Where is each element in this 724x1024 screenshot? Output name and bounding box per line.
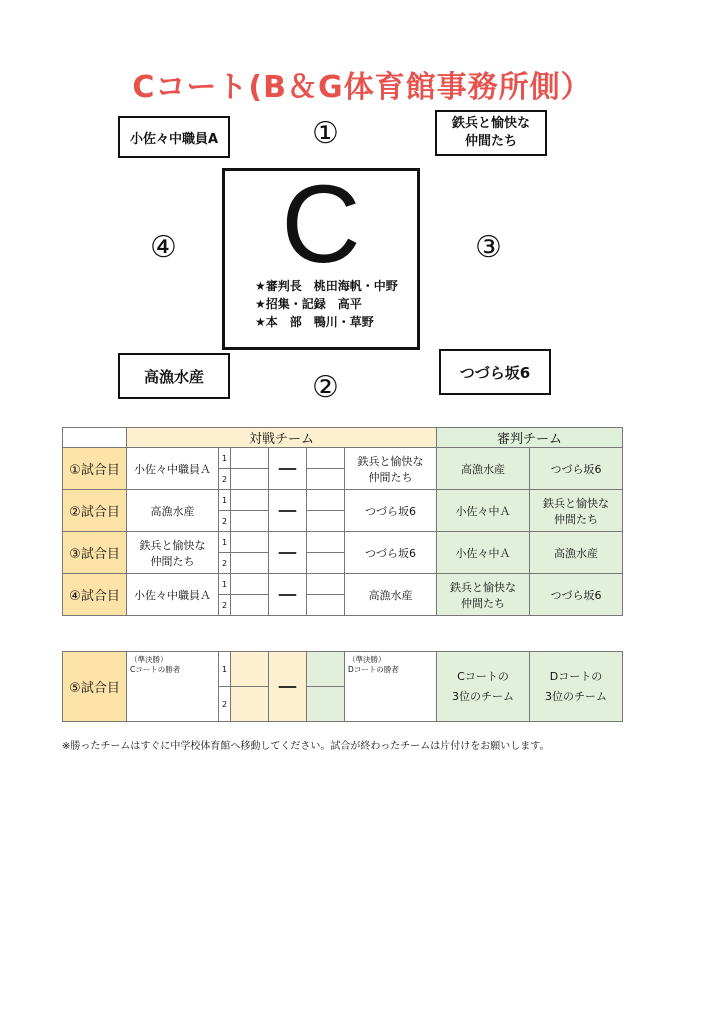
set-number: 2 — [219, 687, 231, 722]
team-a-slot — [127, 652, 219, 722]
score-cell — [231, 490, 269, 511]
team-b: つづら坂6 — [345, 490, 437, 532]
set-number: 1 — [219, 448, 231, 469]
score-cell — [307, 490, 345, 511]
team-box-top-left — [118, 116, 230, 158]
team-b: 高漁水産 — [345, 574, 437, 616]
score-cell — [231, 574, 269, 595]
referee-team: 鉄兵と愉快な 仲間たち — [530, 490, 623, 532]
team-name-line1: 鉄兵と愉快な — [451, 116, 530, 131]
position-2-number: ② — [312, 370, 339, 405]
team-name: つづら坂6 — [459, 363, 531, 382]
score-cell — [231, 595, 269, 616]
score-cell — [307, 532, 345, 553]
referee-team: Dコートの 3位のチーム — [530, 652, 623, 722]
referee-team: Cコートの 3位のチーム — [437, 652, 530, 722]
slot-tag: （準決勝） — [130, 655, 168, 664]
set-number: 1 — [219, 490, 231, 511]
score-cell — [231, 511, 269, 532]
match-label: ①試合目 — [63, 448, 127, 490]
schedule-table — [62, 427, 623, 616]
versus-dash: － — [269, 652, 307, 722]
header-match-teams: 対戦チーム — [127, 428, 437, 448]
staff-line: ★本 部 鴨川・草野 — [255, 315, 374, 329]
team-b: つづら坂6 — [345, 532, 437, 574]
position-3-number: ③ — [475, 230, 502, 265]
versus-dash: － — [269, 574, 307, 616]
table-row — [63, 532, 623, 553]
slot-tag: （準決勝） — [348, 655, 386, 664]
table-row — [63, 448, 623, 469]
position-4-number: ④ — [150, 230, 177, 265]
set-number: 2 — [219, 511, 231, 532]
court-c — [222, 163, 420, 350]
score-cell — [307, 595, 345, 616]
slot-text: Dコートの勝者 — [348, 665, 399, 674]
team-name: 小佐々中職員A — [129, 131, 219, 147]
final-match-table — [62, 651, 623, 722]
table-row — [63, 490, 623, 511]
set-number: 1 — [219, 532, 231, 553]
set-number: 2 — [219, 469, 231, 490]
versus-dash: － — [269, 448, 307, 490]
match-label: ③試合目 — [63, 532, 127, 574]
score-cell — [307, 652, 345, 687]
set-number: 2 — [219, 595, 231, 616]
team-name: 高漁水産 — [143, 367, 204, 386]
team-box-bottom-left — [118, 353, 230, 399]
score-cell — [307, 553, 345, 574]
referee-team: つづら坂6 — [530, 448, 623, 490]
match-label: ②試合目 — [63, 490, 127, 532]
team-a: 小佐々中職員Ａ — [127, 574, 219, 616]
team-a: 鉄兵と愉快な 仲間たち — [127, 532, 219, 574]
match-label: ⑤試合目 — [63, 652, 127, 722]
score-cell — [307, 574, 345, 595]
header-corner — [63, 428, 127, 448]
score-cell — [231, 448, 269, 469]
team-a: 小佐々中職員Ａ — [127, 448, 219, 490]
score-cell — [307, 511, 345, 532]
table-row — [63, 574, 623, 595]
versus-dash: － — [269, 532, 307, 574]
team-box-bottom-right — [439, 349, 551, 395]
team-b: 鉄兵と愉快な 仲間たち — [345, 448, 437, 490]
score-cell — [231, 532, 269, 553]
score-cell — [307, 687, 345, 722]
team-a: 高漁水産 — [127, 490, 219, 532]
score-cell — [307, 469, 345, 490]
court-staff-list — [255, 277, 398, 331]
score-cell — [231, 469, 269, 490]
score-cell — [231, 553, 269, 574]
set-number: 2 — [219, 553, 231, 574]
header-referee-teams: 審判チーム — [437, 428, 623, 448]
slot-text: Cコートの勝者 — [130, 665, 181, 674]
staff-line: ★招集・記録 高平 — [255, 297, 362, 311]
referee-team: 小佐々中Ａ — [437, 490, 530, 532]
court-letter: C — [281, 163, 361, 286]
team-b-slot — [345, 652, 437, 722]
set-number: 1 — [219, 652, 231, 687]
versus-dash: － — [269, 490, 307, 532]
team-name-line2: 仲間たち — [464, 134, 517, 149]
referee-team: 小佐々中Ａ — [437, 532, 530, 574]
score-cell — [307, 448, 345, 469]
referee-team: 高漁水産 — [437, 448, 530, 490]
staff-line: ★審判長 桃田海帆・中野 — [255, 279, 398, 293]
table-row — [63, 652, 623, 687]
score-cell — [231, 687, 269, 722]
referee-team: つづら坂6 — [530, 574, 623, 616]
position-1-number: ① — [312, 116, 339, 151]
footer-note: ※勝ったチームはすぐに中学校体育館へ移動してください。試合が終わったチームは片付けをお願いします。 — [62, 741, 550, 752]
page-title: Cコート(B＆G体育館事務所側） — [132, 70, 592, 105]
set-number: 1 — [219, 574, 231, 595]
referee-team: 高漁水産 — [530, 532, 623, 574]
referee-team: 鉄兵と愉快な 仲間たち — [437, 574, 530, 616]
team-box-top-right — [435, 110, 547, 156]
score-cell — [231, 652, 269, 687]
match-label: ④試合目 — [63, 574, 127, 616]
